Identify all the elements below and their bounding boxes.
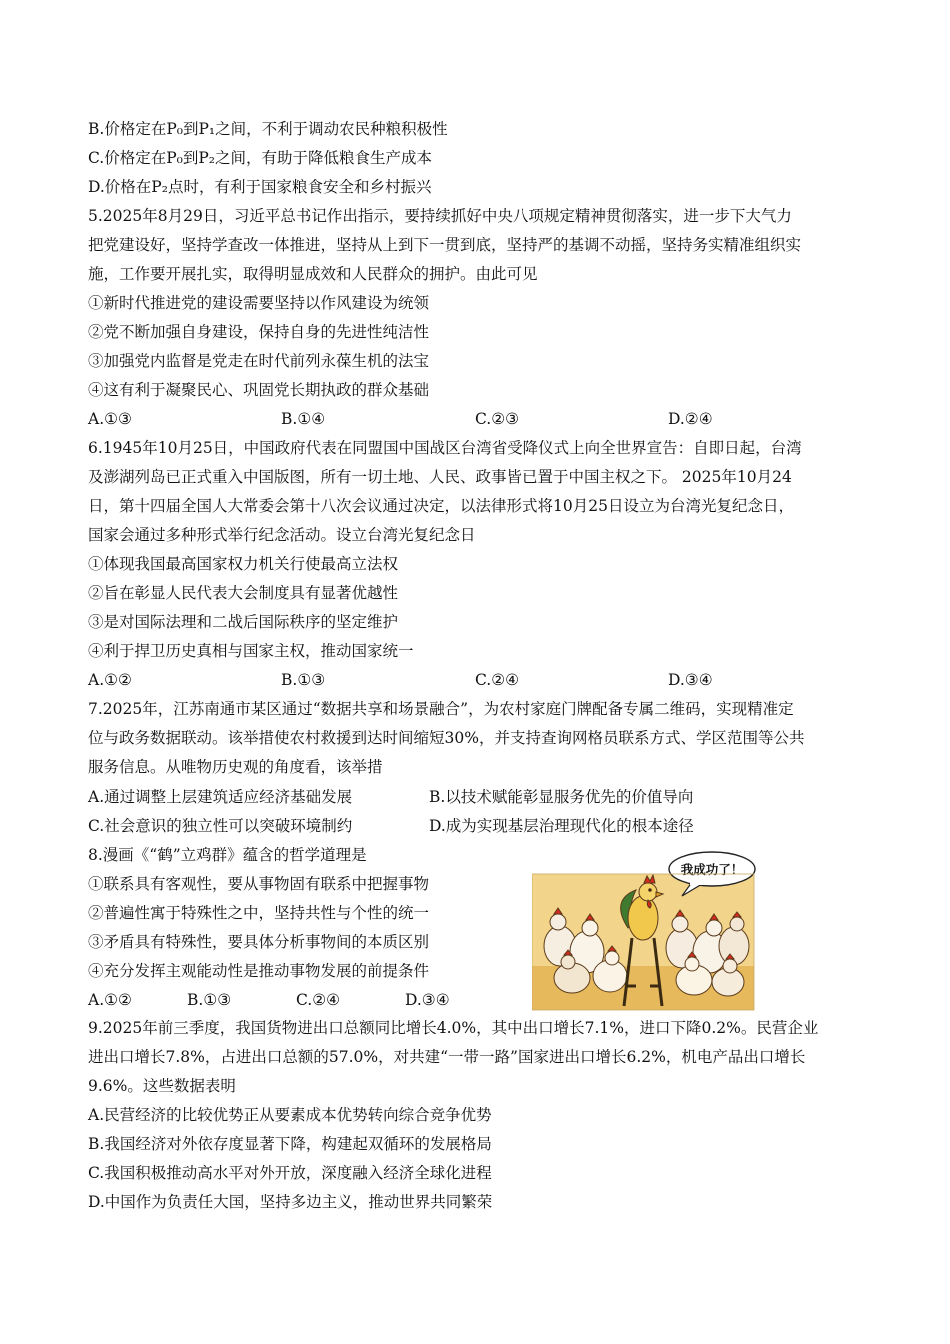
q6-option-b: B.①③ (281, 671, 326, 689)
q5-option-d: D.②④ (668, 410, 713, 428)
q6-item-3: ③是对国际法理和二战后国际秩序的坚定维护 (88, 613, 399, 631)
q6-stem-line-3: 日，第十四届全国人大常委会第十八次会议通过决定，以法律形式将10月25日设立为台湾光复纪念日， (88, 497, 794, 515)
speech-bubble-text: 我成功了！ (680, 862, 744, 877)
q8-item-2: ②普遍性寓于特殊性之中，坚持共性与个性的统一 (88, 904, 430, 922)
q5-item-2: ②党不断加强自身建设，保持自身的先进性纯洁性 (88, 323, 430, 341)
q9-option-b: B.我国经济对外依存度显著下降，构建起双循环的发展格局 (88, 1135, 492, 1153)
q6-item-4: ④利于捍卫历史真相与国家主权，推动国家统一 (88, 642, 414, 660)
q6-stem-line-1: 6.1945年10月25日，中国政府代表在同盟国中国战区台湾省受降仪式上向全世界宣告：自即日起，台湾 (88, 439, 802, 457)
q5-stem-line-3: 施，工作要开展扎实，取得明显成效和人民群众的拥护。由此可见 (88, 265, 538, 283)
q6-item-2: ②旨在彰显人民代表大会制度具有显著优越性 (88, 584, 399, 602)
q8-option-c: C.②④ (296, 991, 341, 1009)
q5-stem-line-1: 5.2025年8月29日，习近平总书记作出指示，要持续抓好中央八项规定精神贯彻落实，进一步下大气力 (88, 207, 792, 225)
q8-cartoon-image (532, 848, 757, 1011)
q8-item-1: ①联系具有客观性，要从事物固有联系中把握事物 (88, 875, 430, 893)
q9-stem-line-2: 进出口增长7.8%，占进出口总额的57.0%，对共建“一带一路”国家进出口增长6.2%，机电产品出口增长 (88, 1048, 806, 1066)
q7-stem-line-1: 7.2025年，江苏南通市某区通过“数据共享和场景融合”，为农村家庭门牌配备专属二维码，实现精准定 (88, 700, 794, 718)
q5-option-b: B.①④ (281, 410, 326, 428)
q7-stem-line-2: 位与政务数据联动。该举措使农村救援到达时间缩短30%，并支持查询网格员联系方式、学区范围等公共 (88, 729, 805, 747)
q6-stem-line-2: 及澎湖列岛已正式重入中国版图，所有一切土地、人民、政事皆已置于中国主权之下。 2025年10月24 (88, 468, 792, 486)
q6-option-c: C.②④ (475, 671, 520, 689)
q8-stem: 8.漫画《“鹤”立鸡群》蕴含的哲学道理是 (88, 846, 367, 864)
q7-option-d: D.成为实现基层治理现代化的根本途径 (429, 817, 694, 835)
q7-stem-line-3: 服务信息。从唯物历史观的角度看，该举措 (88, 758, 383, 776)
q6-option-d: D.③④ (668, 671, 713, 689)
q5-item-1: ①新时代推进党的建设需要坚持以作风建设为统领 (88, 294, 430, 312)
q8-item-4: ④充分发挥主观能动性是推动事物发展的前提条件 (88, 962, 430, 980)
q8-item-3: ③矛盾具有特殊性，要具体分析事物间的本质区别 (88, 933, 430, 951)
q6-stem-line-4: 国家会通过多种形式举行纪念活动。设立台湾光复纪念日 (88, 526, 476, 544)
q6-option-a: A.①② (88, 671, 132, 689)
q5-item-3: ③加强党内监督是党走在时代前列永葆生机的法宝 (88, 352, 430, 370)
q9-option-a: A.民营经济的比较优势正从要素成本优势转向综合竞争优势 (88, 1106, 492, 1124)
q9-stem-line-3: 9.6%。这些数据表明 (88, 1077, 236, 1095)
q4-option-b: B.价格定在P₀到P₁之间，不利于调动农民种粮积极性 (88, 120, 448, 138)
q9-option-c: C.我国积极推动高水平对外开放，深度融入经济全球化进程 (88, 1164, 492, 1182)
q5-option-a: A.①③ (88, 410, 132, 428)
q4-option-d: D.价格在P₂点时，有利于国家粮食安全和乡村振兴 (88, 178, 432, 196)
q5-item-4: ④这有利于凝聚民心、巩固党长期执政的群众基础 (88, 381, 430, 399)
q6-item-1: ①体现我国最高国家权力机关行使最高立法权 (88, 555, 399, 573)
q8-option-a: A.①② (88, 991, 132, 1009)
q9-option-d: D.中国作为负责任大国，坚持多边主义，推动世界共同繁荣 (88, 1193, 493, 1211)
q4-option-c: C.价格定在P₀到P₂之间，有助于降低粮食生产成本 (88, 149, 433, 167)
q5-stem-line-2: 把党建设好，坚持学查改一体推进，坚持从上到下一贯到底，坚持严的基调不动摇，坚持务实精准组织实 (88, 236, 802, 254)
q5-option-c: C.②③ (475, 410, 520, 428)
q7-option-b: B.以技术赋能彰显服务优先的价值导向 (429, 788, 694, 806)
q7-option-a: A.通过调整上层建筑适应经济基础发展 (88, 788, 353, 806)
q8-option-d: D.③④ (405, 991, 450, 1009)
q9-stem-line-1: 9.2025年前三季度，我国货物进出口总额同比增长4.0%，其中出口增长7.1%，进口下降0.2%。民营企业 (88, 1019, 819, 1037)
q8-option-b: B.①③ (187, 991, 232, 1009)
q7-option-c: C.社会意识的独立性可以突破环境制约 (88, 817, 353, 835)
cartoon-svg (532, 848, 757, 1011)
